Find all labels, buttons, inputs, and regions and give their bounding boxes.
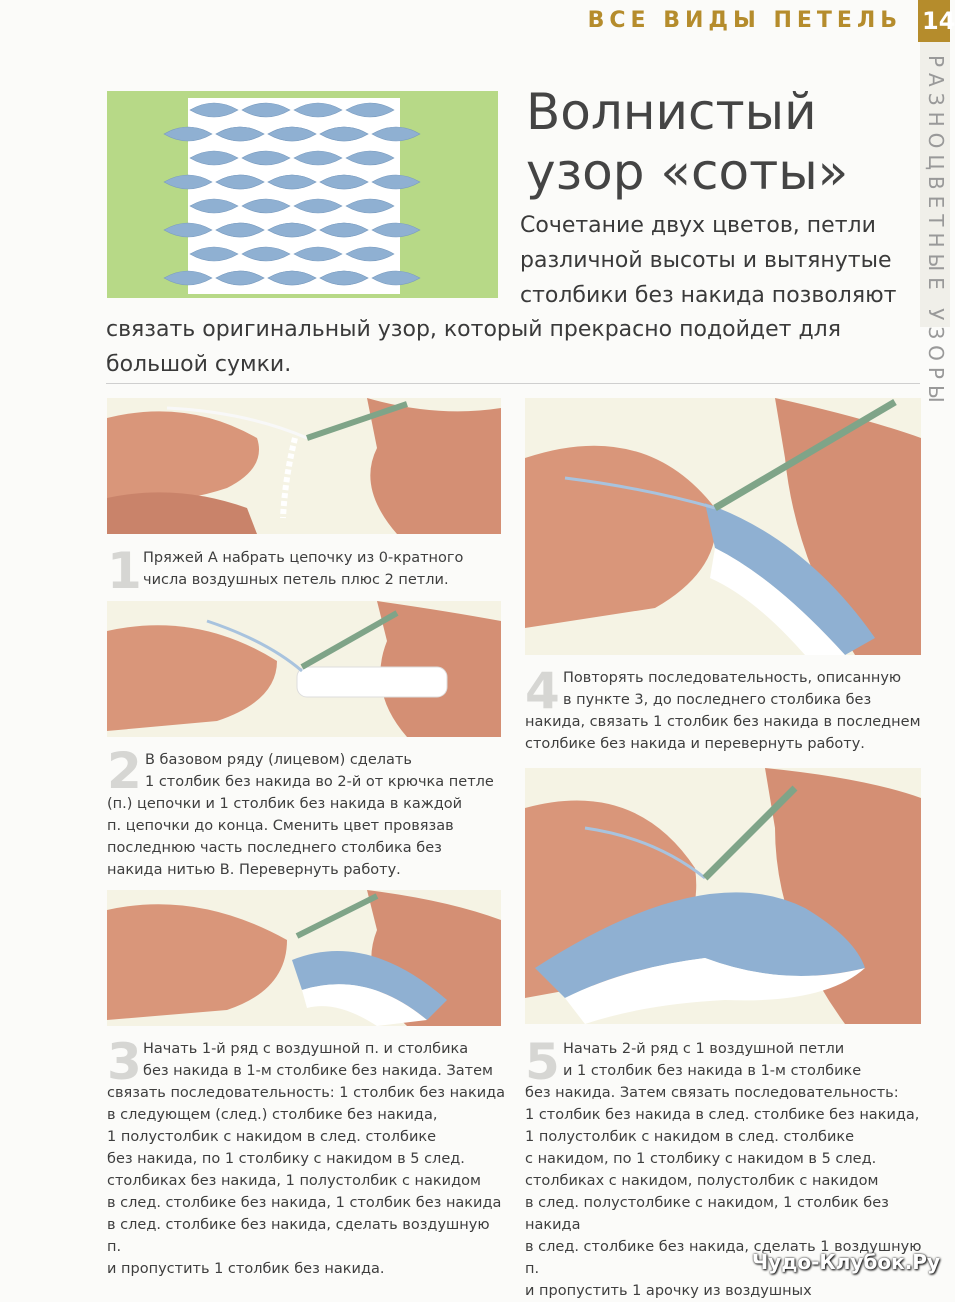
step-2-photo bbox=[107, 601, 501, 737]
step-4-line-3: накида, связать 1 столбик без накида в последнем bbox=[525, 714, 921, 730]
step-1 bbox=[107, 542, 507, 600]
intro-text-bottom bbox=[106, 312, 906, 382]
step-3-line-7: столбиках без накида, 1 полустолбик с накидом bbox=[107, 1173, 481, 1189]
step-1-number: 1 bbox=[107, 542, 142, 600]
step-2-line-2: 1 столбик без накида во 2-й от крючка петле bbox=[145, 774, 494, 790]
step-3-line-10: и пропустить 1 столбик без накида. bbox=[107, 1261, 385, 1277]
step-5-line-2: и 1 столбик без накида в 1-м столбике bbox=[563, 1063, 862, 1079]
step-4-line-1: Повторять последовательность, описанную bbox=[563, 670, 902, 686]
step-5-photo bbox=[525, 768, 921, 1024]
title-line-2: узор «соты» bbox=[526, 143, 849, 201]
step-3-line-1: Начать 1-й ряд с воздушной п. и столбика bbox=[143, 1041, 469, 1057]
step-3-line-4: в следующем (след.) столбике без накида, bbox=[107, 1107, 438, 1123]
step-3-photo bbox=[107, 890, 501, 1026]
intro-line-5: большой сумки. bbox=[106, 352, 292, 377]
intro-line-1: Сочетание двух цветов, петли bbox=[520, 213, 876, 238]
step-4 bbox=[525, 662, 925, 755]
intro-line-3: столбики без накида позволяют bbox=[520, 283, 897, 308]
step-2 bbox=[107, 742, 507, 881]
step-5-line-10: и пропустить 1 арочку из воздушных bbox=[525, 1283, 812, 1299]
step-3-line-3: связать последовательность: 1 столбик без накида bbox=[107, 1085, 506, 1101]
section-title: ВСЕ ВИДЫ ПЕТЕЛЬ bbox=[587, 8, 902, 33]
side-vertical-text: РАЗНОЦВЕТНЫЕ УЗОРЫ bbox=[924, 55, 948, 409]
step-2-number: 2 bbox=[107, 742, 142, 800]
step-4-number: 4 bbox=[525, 662, 560, 720]
step-5-line-5: 1 полустолбик с накидом в след. столбике bbox=[525, 1129, 855, 1145]
step-3-line-6: без накида, по 1 столбику с накидом в 5 след. bbox=[107, 1151, 465, 1167]
crochet-swatch-image bbox=[188, 98, 400, 294]
divider bbox=[106, 383, 920, 384]
intro-line-4: связать оригинальный узор, который прекрасно подойдет для bbox=[106, 317, 841, 342]
step-1-photo bbox=[107, 398, 501, 534]
step-4-photo bbox=[525, 398, 921, 655]
step-5-line-9: в след. столбике без накида, сделать 1 воздушную п. bbox=[525, 1239, 922, 1277]
step-5-line-7: столбиках с накидом, полустолбик с накидом bbox=[525, 1173, 879, 1189]
step-1-line-2: числа воздушных петель плюс 2 петли. bbox=[143, 572, 449, 588]
step-2-line-3: (п.) цепочки и 1 столбик без накида в каждой bbox=[107, 796, 463, 812]
step-5-line-1: Начать 2-й ряд с 1 воздушной петли bbox=[563, 1041, 845, 1057]
step-3-line-2: без накида в 1-м столбике без накида. Затем bbox=[143, 1063, 493, 1079]
intro-line-2: различной высоты и вытянутые bbox=[520, 248, 892, 273]
step-3-line-9: в след. столбике без накида, сделать воздушную п. bbox=[107, 1217, 490, 1255]
site-watermark: Чудо-Клубок.Ру bbox=[752, 1250, 940, 1274]
step-5-line-3: без накида. Затем связать последовательность: bbox=[525, 1085, 899, 1101]
page-number: 14 bbox=[918, 0, 950, 42]
step-4-line-2: в пункте 3, до последнего столбика без bbox=[563, 692, 872, 708]
step-2-line-5: последнюю часть последнего столбика без bbox=[107, 840, 442, 856]
title-line-1: Волнистый bbox=[526, 83, 817, 141]
step-3-line-5: 1 полустолбик с накидом в след. столбике bbox=[107, 1129, 437, 1145]
step-2-line-1: В базовом ряду (лицевом) сделать bbox=[145, 752, 412, 768]
step-5-line-6: с накидом, по 1 столбику с накидом в 5 след. bbox=[525, 1151, 877, 1167]
step-3 bbox=[107, 1033, 507, 1280]
step-3-line-8: в след. столбике без накида, 1 столбик без накида bbox=[107, 1195, 502, 1211]
step-2-line-4: п. цепочки до конца. Сменить цвет провязав bbox=[107, 818, 454, 834]
step-5-number: 5 bbox=[525, 1033, 560, 1091]
intro-text-top bbox=[520, 208, 920, 313]
step-4-line-4: столбике без накида и перевернуть работу. bbox=[525, 736, 865, 752]
article-title bbox=[526, 82, 848, 202]
step-2-line-6: накида нитью В. Перевернуть работу. bbox=[107, 862, 401, 878]
step-5-line-4: 1 столбик без накида в след. столбике без накида, bbox=[525, 1107, 920, 1123]
step-3-number: 3 bbox=[107, 1033, 142, 1091]
step-5-line-8: в след. полустолбике с накидом, 1 столбик без накида bbox=[525, 1195, 889, 1233]
step-1-line-1: Пряжей А набрать цепочку из 0-кратного bbox=[143, 550, 464, 566]
